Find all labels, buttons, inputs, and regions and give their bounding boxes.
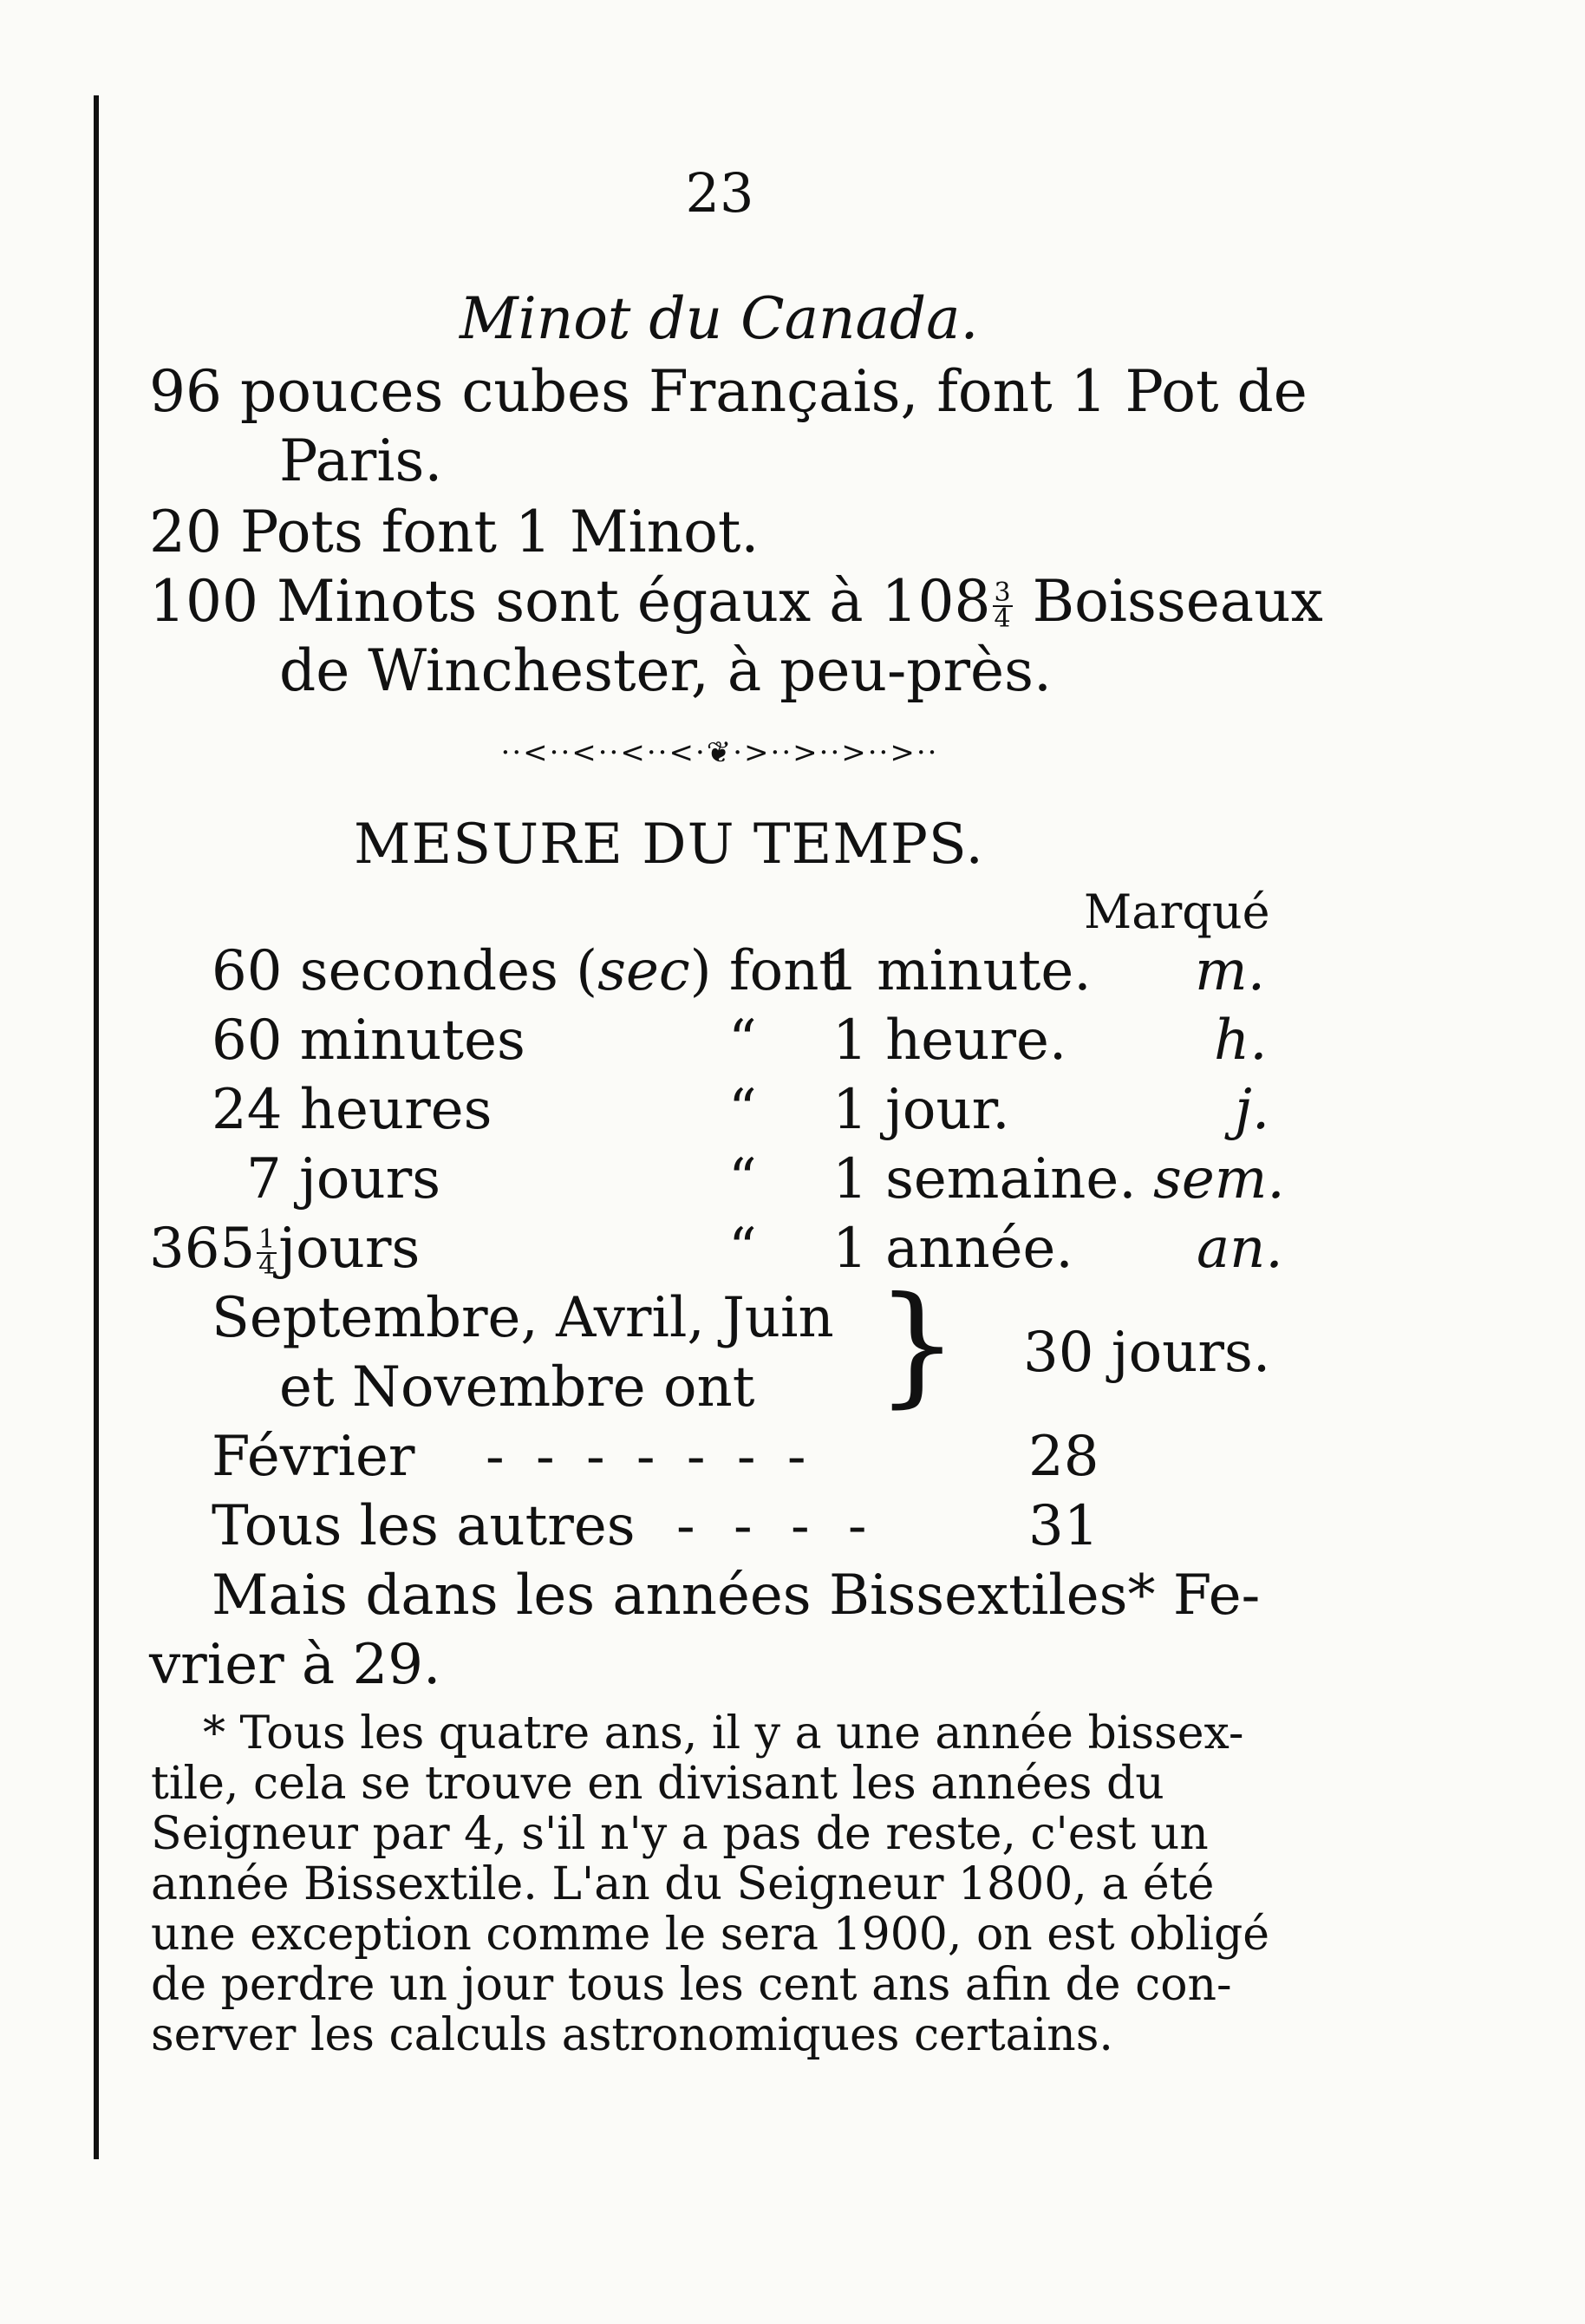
row-4-abbr: sem. xyxy=(1153,1147,1285,1211)
row-3-abbr: j. xyxy=(1235,1078,1270,1142)
page-number: 23 xyxy=(685,161,754,225)
row-5-result: 1 année. xyxy=(832,1217,1073,1281)
line-boisseaux: Boisseaux xyxy=(1032,568,1323,635)
months-line-2: et Novembre ont xyxy=(279,1355,755,1420)
footnote-line: tile, cela se trouve en divisant les années du xyxy=(151,1758,1164,1810)
bissextile-line-1: Mais dans les années Bissextiles* Fe- xyxy=(212,1563,1261,1628)
autres-leader: - - - - xyxy=(676,1494,877,1558)
row-5-ditto: “ xyxy=(728,1217,757,1281)
months-thirty-days: 30 jours. xyxy=(1023,1321,1271,1385)
autres-days: 31 xyxy=(1028,1494,1099,1558)
column-header-marque: Marqué xyxy=(1084,885,1270,939)
fraction-one-quarter: $\frac{1}{4}$ xyxy=(258,1224,276,1281)
footnote-line: année Bissextile. L'an du Seigneur 1800, a été xyxy=(151,1858,1215,1910)
row-5-abbr: an. xyxy=(1197,1217,1283,1281)
row-3-result: 1 jour. xyxy=(832,1078,1010,1142)
line-paris: Paris. xyxy=(279,428,443,494)
row-1-result: 1 minute. xyxy=(824,939,1092,1003)
row-4-result: 1 semaine. xyxy=(832,1147,1137,1211)
fevrier-label: Février xyxy=(212,1425,415,1489)
row-3-ditto: “ xyxy=(728,1078,757,1142)
section-title-temps: MESURE DU TEMPS. xyxy=(354,813,984,877)
line-96-pouces: 96 pouces cubes Français, font 1 Pot de xyxy=(149,358,1308,425)
row-1-abbr: m. xyxy=(1195,939,1266,1003)
bissextile-line-2: vrier à 29. xyxy=(149,1633,441,1697)
row-5-qty: 365 $\frac{1}{4}$ jours xyxy=(149,1217,421,1281)
row-4-qty: 7 jours xyxy=(246,1147,441,1211)
ornament-divider: ··<··<··<··<·❦·>··>··>··>·· xyxy=(500,735,939,770)
row-2-result: 1 heure. xyxy=(832,1009,1067,1073)
footnote-line: Seigneur par 4, s'il n'y a pas de reste, c'est un xyxy=(151,1808,1209,1860)
row-4-ditto: “ xyxy=(728,1147,757,1211)
footnote xyxy=(151,1708,1295,2060)
section-title-minot: Minot du Canada. xyxy=(460,285,979,352)
row-1-qty: 60 secondes (sec) font xyxy=(212,939,842,1003)
row-3-qty: 24 heures xyxy=(212,1078,492,1142)
line-100-minots xyxy=(149,567,1323,636)
line-winchester: de Winchester, à peu-près. xyxy=(279,637,1052,704)
curly-brace-icon: } xyxy=(876,1270,959,1420)
line-20-pots: 20 Pots font 1 Minot. xyxy=(149,499,760,565)
fevrier-leader: - - - - - - - xyxy=(486,1425,813,1489)
row-2-ditto: “ xyxy=(728,1009,757,1073)
months-line-1: Septembre, Avril, Juin xyxy=(212,1286,834,1350)
footnote-line: * Tous les quatre ans, il y a une année bissex- xyxy=(203,1707,1244,1759)
line-100-minots-text: 100 Minots sont égaux à 108 xyxy=(149,568,991,635)
fraction-three-quarters: $\frac{3}{4}$ xyxy=(994,578,1011,634)
fevrier-days: 28 xyxy=(1028,1425,1099,1489)
footnote-line: de perdre un jour tous les cent ans afin de con- xyxy=(151,1959,1232,2011)
binding-rule xyxy=(94,95,99,2159)
footnote-line: server les calculs astronomiques certains. xyxy=(151,2009,1113,2061)
row-2-qty: 60 minutes xyxy=(212,1009,525,1073)
row-2-abbr: h. xyxy=(1214,1009,1268,1073)
footnote-line: une exception comme le sera 1900, on est obligé xyxy=(151,1909,1270,1961)
autres-label: Tous les autres xyxy=(212,1494,636,1558)
